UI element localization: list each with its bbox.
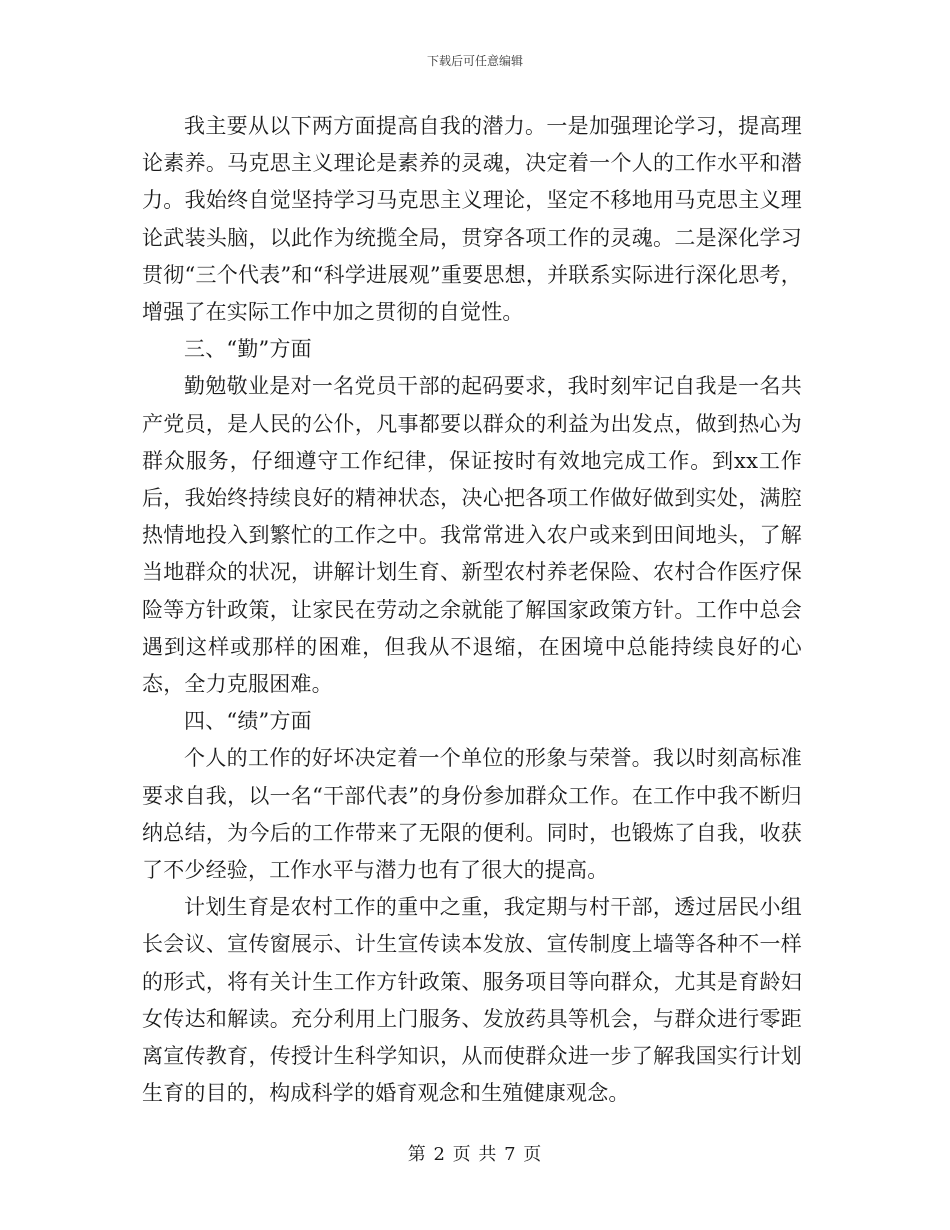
- paragraph-family-planning: 计划生育是农村工作的重中之重，我定期与村干部，透过居民小组长会议、宣传窗展示、计生宣传读本发放、宣传制度上墙等各种不一样的形式，将有关计生工作方针政策、服务项目等向群众，尤其是育龄妇女传达和解读。充分利用上门服务、发放药具等机会，与群众进行零距离宣传教育，传授计生科学知识，从而使群众进一步了解我国实行计划生育的目的，构成科学的婚育观念和生殖健康观念。: [142, 895, 802, 1106]
- section-heading-performance: 四、“绩”方面: [184, 709, 312, 734]
- paragraph-diligence: 勤勉敬业是对一名党员干部的起码要求，我时刻牢记自我是一名共产党员，是人民的公仆，凡事都要以群众的利益为出发点，做到热心为群众服务，仔细遵守工作纪律，保证按时有效地完成工作。到xx工作后，我始终持续良好的精神状态，决心把各项工作做好做到实处，满腔热情地投入到繁忙的工作之中。我常常进入农户或来到田间地头，了解当地群众的状况，讲解计划生育、新型农村养老保险、农村合作医疗保险等方针政策，让家民在劳动之余就能了解国家政策方针。工作中总会遇到这样或那样的困难，但我从不退缩，在困境中总能持续良好的心态，全力克服困难。: [142, 374, 802, 697]
- page-indicator: 第 2 页 共 7 页: [407, 1144, 543, 1165]
- header-note: 下载后可任意编辑: [426, 54, 523, 68]
- document-body: [142, 108, 802, 1112]
- section-heading-diligence: 三、“勤”方面: [184, 337, 312, 362]
- paragraph-performance: 个人的工作的好坏决定着一个单位的形象与荣誉。我以时刻高标准要求自我，以一名“干部代表”的身份参加群众工作。在工作中我不断归纳总结，为今后的工作带来了无限的便利。同时，也锻炼了自我，收获了不少经验，工作水平与潜力也有了很大的提高。: [142, 746, 802, 883]
- paragraph-potential: 我主要从以下两方面提高自我的潜力。一是加强理论学习，提高理论素养。马克思主义理论是素养的灵魂，决定着一个人的工作水平和潜力。我始终自觉坚持学习马克思主义理论，坚定不移地用马克思主义理论武装头脑，以此作为统揽全局，贯穿各项工作的灵魂。二是深化学习贯彻“三个代表”和“科学进展观”重要思想，并联系实际进行深化思考，增强了在实际工作中加之贯彻的自觉性。: [142, 114, 802, 325]
